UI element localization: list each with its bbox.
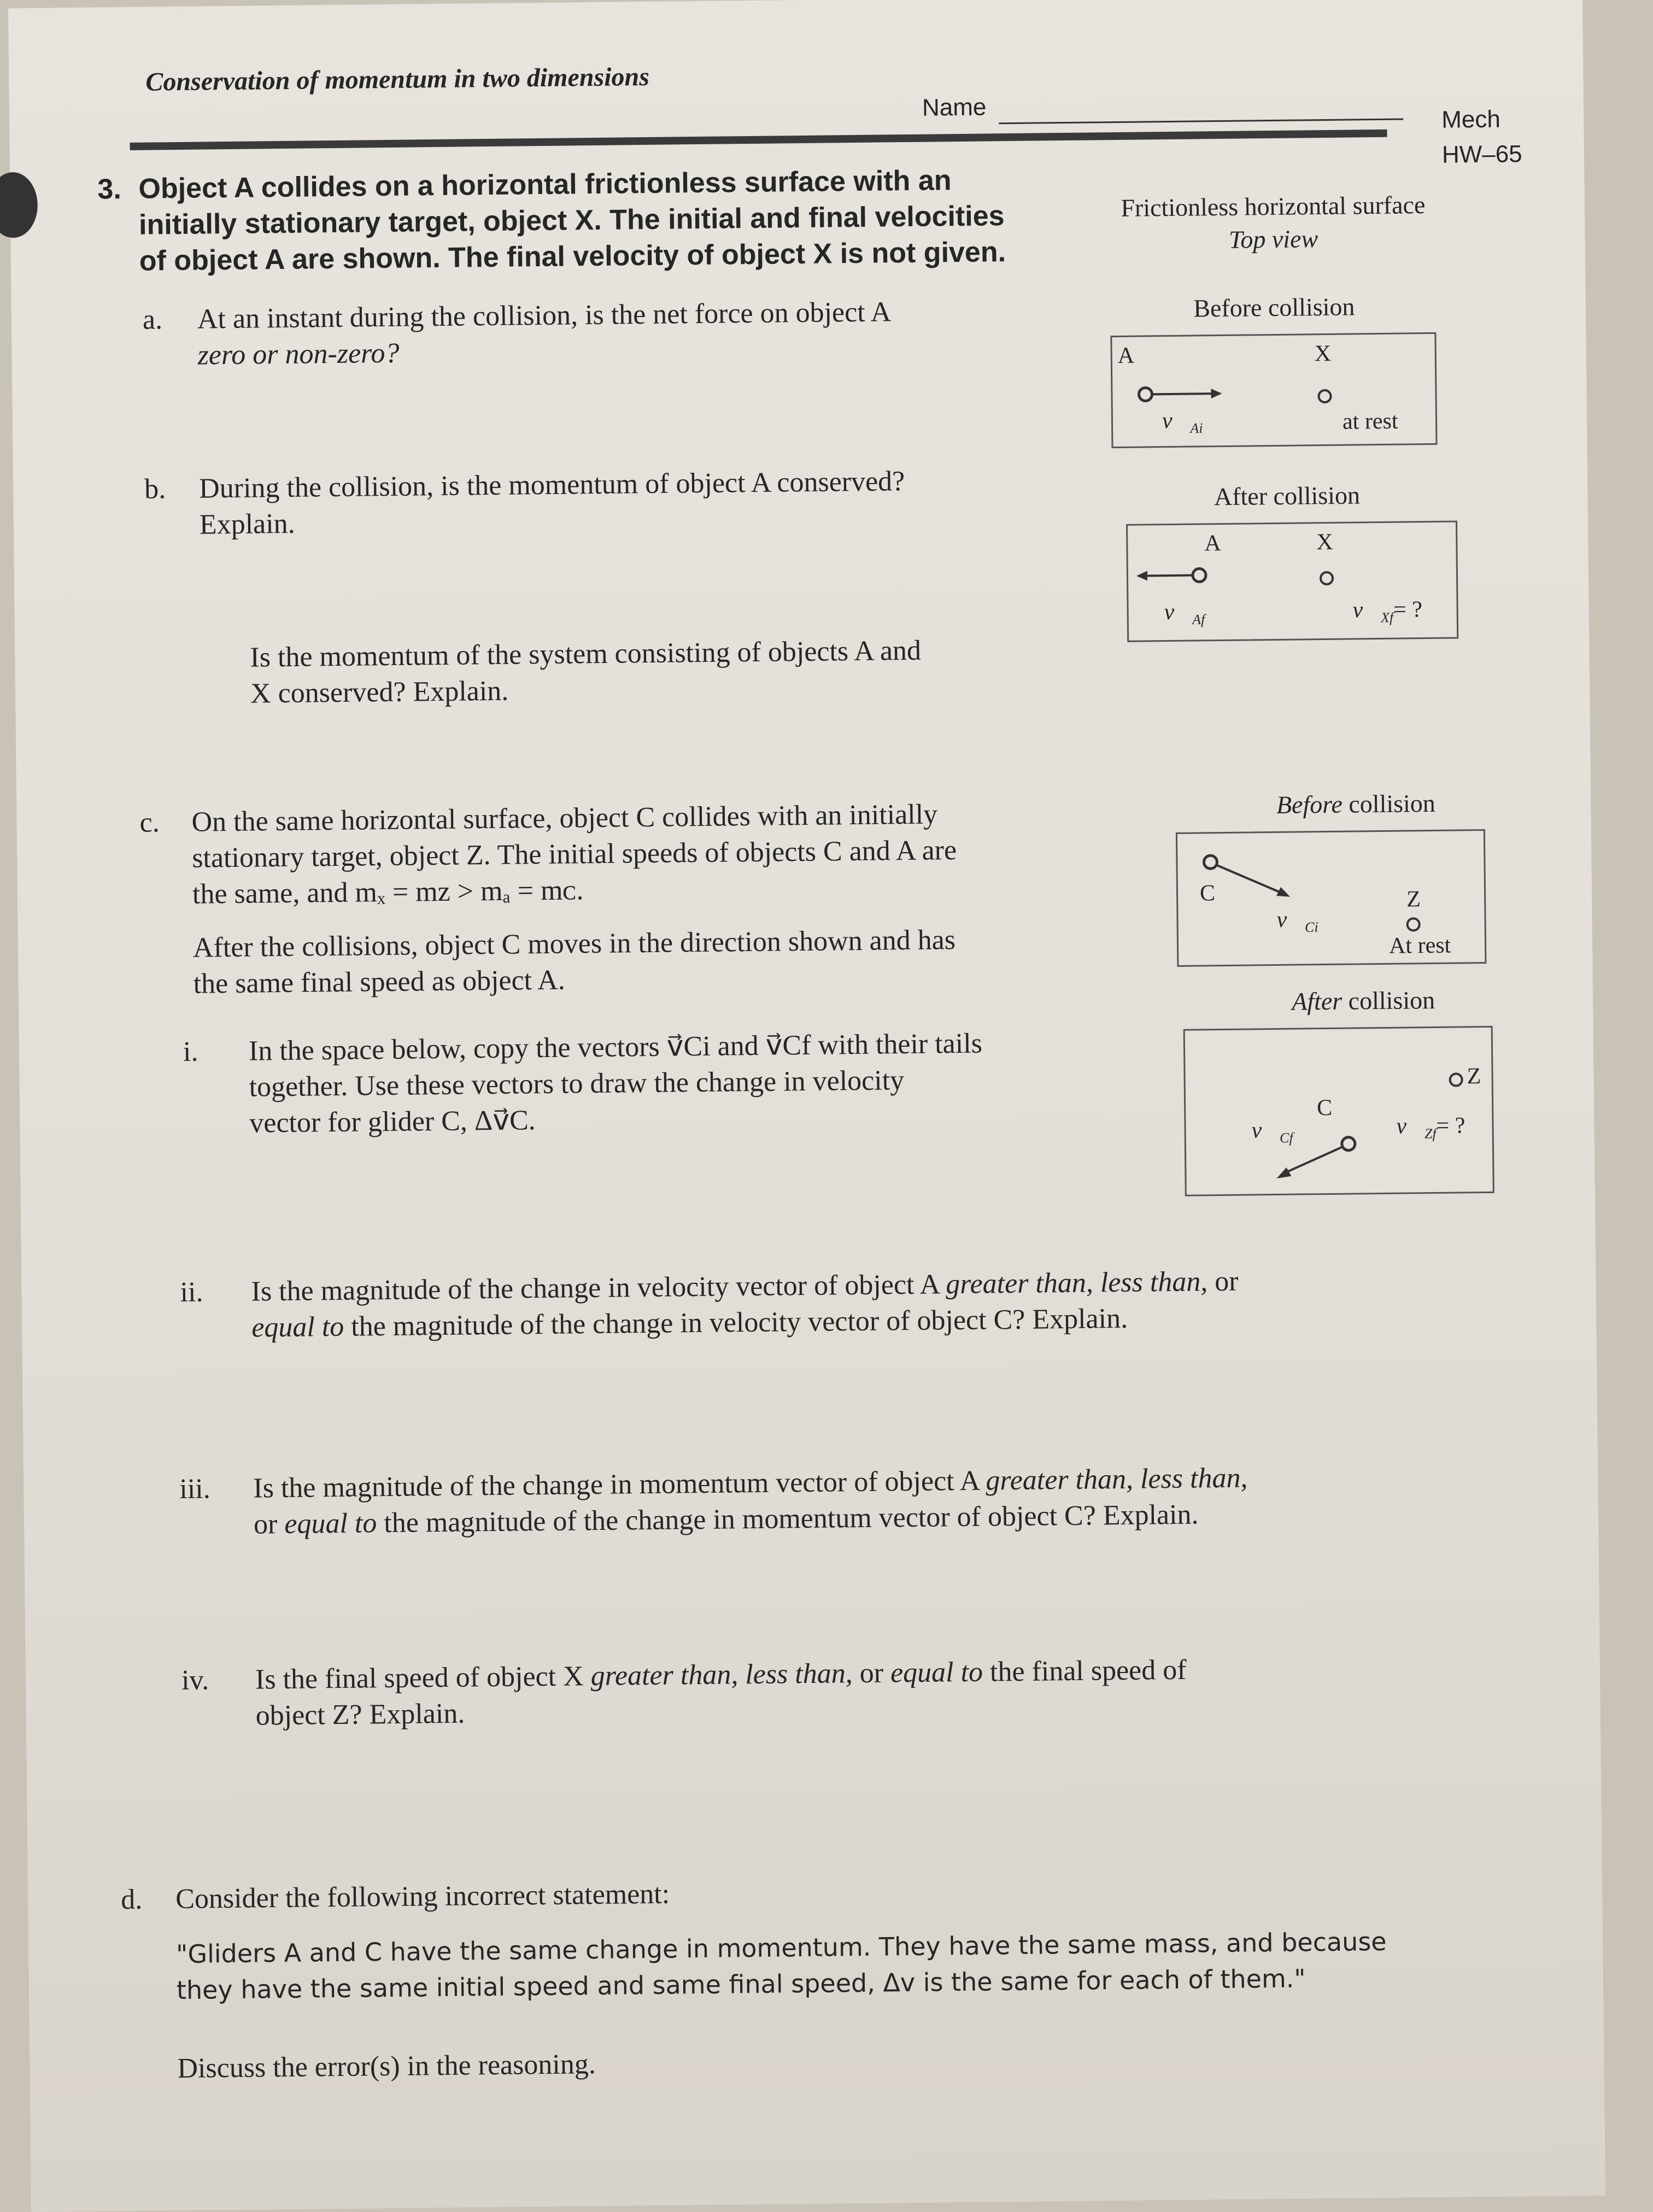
part-c-ii-label: ii. — [180, 1276, 203, 1309]
object-c-puck — [1342, 1137, 1355, 1151]
v-zf-label: $v⃗_{Zf}=$ ? — [1396, 1113, 1466, 1142]
cz-before-caption: Before collision — [1276, 789, 1436, 819]
object-a-puck — [1139, 388, 1152, 401]
v-ci-label: $v⃗_{Ci}$ — [1276, 907, 1318, 935]
part-c-iii-label: iii. — [179, 1473, 210, 1505]
v-cf-arrow — [1285, 1147, 1342, 1173]
part-c-after: After the collisions, object C moves in the direction shown and has the same final speed as object A. — [192, 924, 956, 1000]
object-z-puck — [1408, 918, 1420, 930]
at-rest-label: at rest — [1342, 408, 1398, 435]
part-a-label: a. — [142, 304, 163, 336]
part-c-i-question: In the space below, copy the vectors v⃗Ci and v⃗Cf with their tails together. Use these vectors to draw the change in velocity vector for glider C, Δv⃗C. — [248, 1028, 983, 1139]
name-label: Name — [922, 93, 987, 121]
ax-after-diagram — [1126, 520, 1458, 642]
ax-after-caption: After collision — [1214, 481, 1361, 511]
object-a-puck — [1193, 568, 1206, 582]
cz-after-diagram — [1183, 1026, 1494, 1196]
part-d-label: d. — [120, 1884, 143, 1916]
problem-intro: Object A collides on a horizontal frictionless surface with an initially stationary target, object X. The initial and final velocities of object A are shown. The final velocity of object X is not given. — [138, 165, 1006, 277]
object-c-puck — [1204, 855, 1217, 869]
part-c-iv-question: Is the final speed of object X greater than, less than, or equal to the final speed of object Z? Explain. — [255, 1654, 1187, 1732]
v-ci-arrow — [1217, 865, 1282, 894]
surface-caption: Frictionless horizontal surface — [1121, 191, 1426, 222]
object-c-label: C — [1199, 881, 1216, 906]
object-x-puck — [1321, 572, 1333, 584]
part-d-instruction: Discuss the error(s) in the reasoning. — [177, 2049, 596, 2085]
part-c-iv-label: iv. — [181, 1664, 209, 1697]
object-x-label: X — [1316, 529, 1333, 555]
v-cf-arrowhead — [1276, 1167, 1291, 1178]
worksheet-page — [8, 0, 1605, 2212]
v-ci-arrowhead — [1276, 887, 1290, 897]
cz-after-caption: After collision — [1291, 985, 1435, 1016]
part-d-prompt: Consider the following incorrect statement: — [175, 1878, 670, 1915]
object-z-puck — [1450, 1073, 1462, 1086]
v-ai-arrowhead — [1211, 389, 1222, 398]
part-a-question: At an instant during the collision, is the net force on object A zero or non-zero? — [197, 296, 892, 371]
top-view-caption: Top view — [1228, 225, 1318, 254]
cz-before-diagram — [1176, 829, 1487, 967]
part-b-question: During the collision, is the momentum of object A conserved? Explain. — [198, 466, 905, 541]
v-af-label: $v⃗_{Af}$ — [1164, 599, 1205, 627]
v-cf-label: $v⃗_{Cf}$ — [1251, 1117, 1293, 1146]
object-x-puck — [1318, 390, 1330, 402]
object-a-label: A — [1117, 343, 1135, 368]
course-code: Mech HW–65 — [1441, 105, 1522, 168]
name-field-line[interactable] — [999, 118, 1403, 124]
header-rule — [130, 130, 1387, 150]
object-a-label: A — [1204, 531, 1221, 556]
worksheet-title: Conservation of momentum in two dimensions — [145, 62, 650, 97]
incorrect-statement-quote: "Gliders A and C have the same change in momentum. They have the same mass, and because they have the same initial speed and same final speed, Δv is the same for each of them." — [175, 1926, 1387, 2005]
v-xf-label: $v⃗_{Xf}=$ ? — [1352, 597, 1423, 626]
part-b-followup: Is the momentum of the system consisting of objects A and X conserved? Explain. — [250, 635, 922, 709]
ax-before-caption: Before collision — [1193, 292, 1355, 322]
object-z-label: Z — [1406, 887, 1421, 912]
object-z-label: Z — [1467, 1064, 1481, 1089]
problem-number: 3. — [97, 173, 122, 206]
part-c-setup: On the same horizontal surface, object C collides with an initially stationary target, object Z. The initial speeds of objects C and A are the same, and mₓ = mᴢ > mₐ = mᴄ. — [191, 799, 957, 910]
part-b-label: b. — [144, 473, 166, 505]
part-c-iii-question: Is the magnitude of the change in momentum vector of object A greater than, less than, or equal to the magnitude of the change in momentum vector of object C? Explain. — [253, 1462, 1248, 1540]
binder-hole — [0, 172, 38, 238]
part-c-label: c. — [139, 807, 160, 838]
at-rest-label: At rest — [1388, 932, 1451, 959]
ax-before-diagram — [1110, 332, 1437, 448]
part-c-i-label: i. — [183, 1036, 198, 1067]
object-c-label: C — [1316, 1095, 1333, 1121]
object-x-label: X — [1314, 341, 1332, 367]
v-ai-label: $v⃗_{Ai}$ — [1162, 408, 1203, 436]
v-af-arrowhead — [1136, 571, 1147, 580]
part-c-ii-question: Is the magnitude of the change in velocity vector of object A greater than, less than, or equal to the magnitude of the change in velocity vector of object C? Explain. — [251, 1265, 1239, 1343]
cz-after-vectors — [1185, 1028, 1493, 1195]
